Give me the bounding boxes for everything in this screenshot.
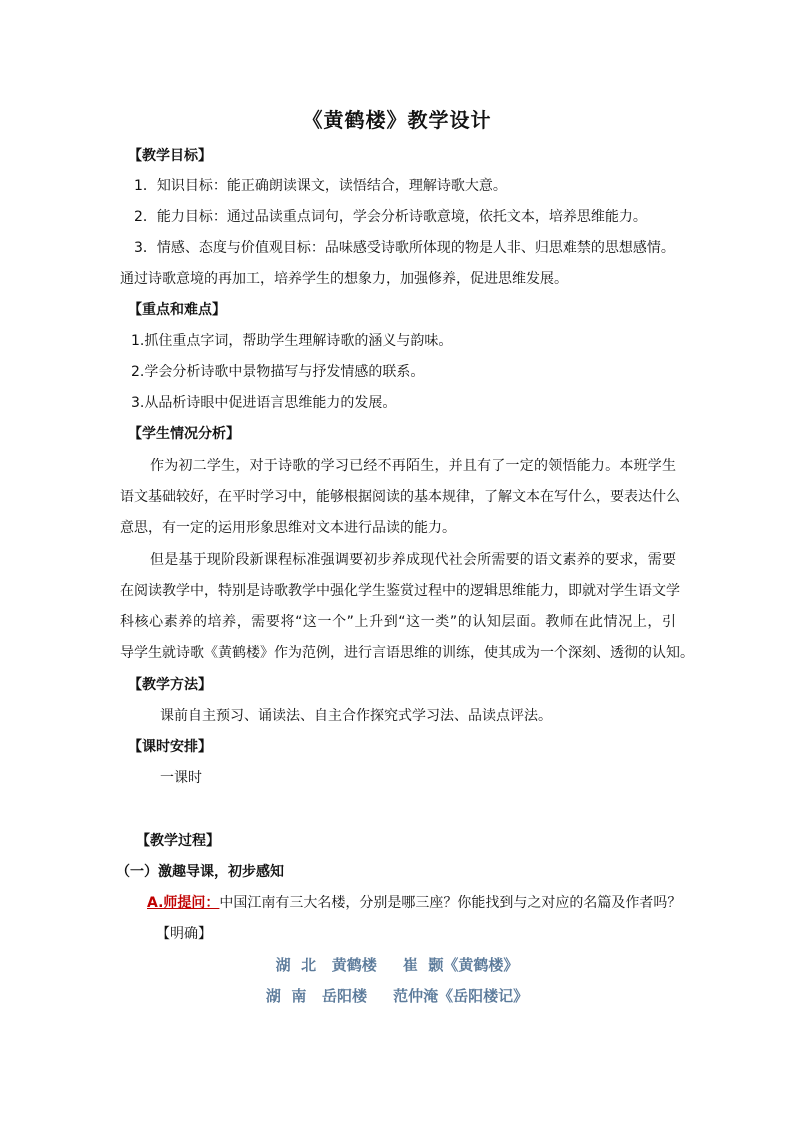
teacher-label: A.师提问： [147,895,220,911]
keypoint-item: 3.从品析诗眼中促进语言思维能力的发展。 [131,395,397,411]
students-heading: 【学生情况分析】 [128,426,240,442]
methods-text: 课前自主预习、诵读法、自主合作探究式学习法、品读点评法。 [160,708,552,724]
teacher-question [147,893,707,913]
tower-row: 湖 北 黄鹤楼 崔 颢《黄鹤楼》 [275,956,519,974]
students-line: 作为初二学生，对于诗歌的学习已经不再陌生，并且有了一定的领悟能力。本班学生 [150,458,676,474]
students-line: 在阅读教学中，特别是诗歌教学中强化学生鉴赏过程中的逻辑思维能力，即就对学生语文学 [120,583,680,599]
goal-item: 3．情感、态度与价值观目标：品味感受诗歌所体现的物是人非、归思难禁的思想感情。 [134,240,675,256]
goal-item: 2．能力目标：通过品读重点词句，学会分析诗歌意境，依托文本，培养思维能力。 [134,209,647,225]
schedule-heading: 【课时安排】 [128,739,212,755]
keypoint-item: 1.抓住重点字词，帮助学生理解诗歌的涵义与韵味。 [131,333,453,349]
tower-row: 湖 南 岳阳楼 范仲淹《岳阳楼记》 [265,987,529,1005]
question-text: 中国江南有三大名楼，分别是哪三座？你能找到与之对应的名篇及作者吗？ [219,895,682,911]
document-title: 《黄鹤楼》教学设计 [302,108,492,132]
students-line: 意思，有一定的运用形象思维对文本进行品读的能力。 [120,520,456,536]
methods-heading: 【教学方法】 [128,677,212,693]
goal-item: 通过诗歌意境的再加工，培养学生的想象力，加强修养，促进思维发展。 [120,271,568,287]
students-line: 科核心素养的培养，需要将“这一个”上升到“这一类”的认知层面。教师在此情况上，引 [120,614,676,630]
section-1-heading: （一）激趣导课，初步感知 [116,864,284,880]
answer-label: 【明确】 [156,926,212,942]
keypoints-heading: 【重点和难点】 [128,302,226,318]
goal-item: 1．知识目标：能正确朗读课文，读悟结合，理解诗歌大意。 [134,178,507,194]
students-line: 但是基于现阶段新课程标准强调要初步养成现代社会所需要的语文素养的要求，需要 [150,552,676,568]
keypoint-item: 2.学会分析诗歌中景物描写与抒发情感的联系。 [131,364,425,380]
goals-heading: 【教学目标】 [128,148,212,164]
students-line: 语文基础较好，在平时学习中，能够根据阅读的基本规律，了解文本在写什么，要表达什么 [120,489,680,505]
students-line: 导学生就诗歌《黄鹤楼》作为范例，进行言语思维的训练，使其成为一个深刻、透彻的认知。 [120,645,694,661]
process-heading: 【教学过程】 [136,833,220,849]
schedule-text: 一课时 [160,770,202,786]
